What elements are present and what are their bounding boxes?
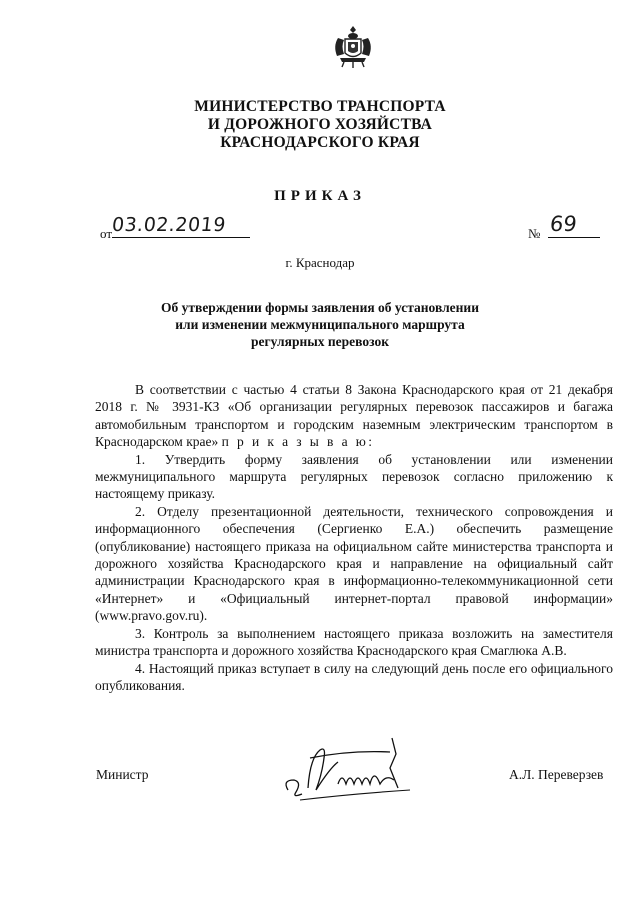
item-2-paragraph: 2. Отделу презентационной деятельности, технического сопровождения и информационного обеспечения (Сергиенко Е.А.) обеспечить размещение (опубликование) настоящего приказа на официальном сайте министерства транспорта и дорожного хозяйства Краснодарского края и направление на официальный сайт администрации Краснодарского края в информационно-телекоммуникационной сети «Интернет» и «Официальный интернет-портал правовой информации» (www.pravo.gov.ru). <box>95 503 613 624</box>
city-line: г. Краснодар <box>285 255 355 270</box>
handwritten-number: 69 <box>548 212 578 236</box>
order-body <box>95 381 613 694</box>
order-action-word: п р и к а з ы в а ю: <box>221 434 375 450</box>
ministry-name-line1: МИНИСТЕРСТВО ТРАНСПОРТА <box>194 98 446 115</box>
preamble-paragraph <box>95 381 613 451</box>
document-type-title: ПРИКАЗ <box>274 188 366 204</box>
number-underline <box>548 237 600 238</box>
item-4-paragraph: 4. Настоящий приказ вступает в силу на следующий день после его официального опубликования. <box>95 660 613 693</box>
subject-line1: Об утверждении формы заявления об установлении <box>161 300 479 315</box>
handwritten-date: 03.02.2019 <box>110 214 227 236</box>
subject-line2: или изменении межмуниципального маршрута <box>175 317 465 332</box>
preamble-text: В соответствии с частью 4 статьи 8 Закона Краснодарского края от 21 декабря 2018 г. № 3931-КЗ «Об организации регулярных перевозок пассажиров и багажа автомобильным транспортом и городским наземным электрическим транспортом в Краснодарском крае» <box>95 382 613 450</box>
signer-name: А.Л. Переверзев <box>509 767 604 782</box>
handwritten-signature <box>280 728 440 808</box>
item-1-paragraph: 1. Утвердить форму заявления об установлении или изменении межмуниципального маршрута регулярных перевозок согласно приложению к настоящему приказу. <box>95 451 613 502</box>
signer-title: Министр <box>96 767 149 782</box>
subject-line3: регулярных перевозок <box>251 334 389 349</box>
ministry-name-line2: И ДОРОЖНОГО ХОЗЯЙСТВА <box>207 116 433 133</box>
date-prefix: от <box>100 226 113 241</box>
item-3-paragraph: 3. Контроль за выполнением настоящего приказа возложить на заместителя министра транспорта и дорожного хозяйства Краснодарского края Смаглюка А.В. <box>95 625 613 659</box>
coat-of-arms-icon <box>330 22 376 70</box>
date-underline <box>112 237 250 238</box>
ministry-name-line3: КРАСНОДАРСКОГО КРАЯ <box>220 134 420 151</box>
number-sign: № <box>528 226 541 241</box>
